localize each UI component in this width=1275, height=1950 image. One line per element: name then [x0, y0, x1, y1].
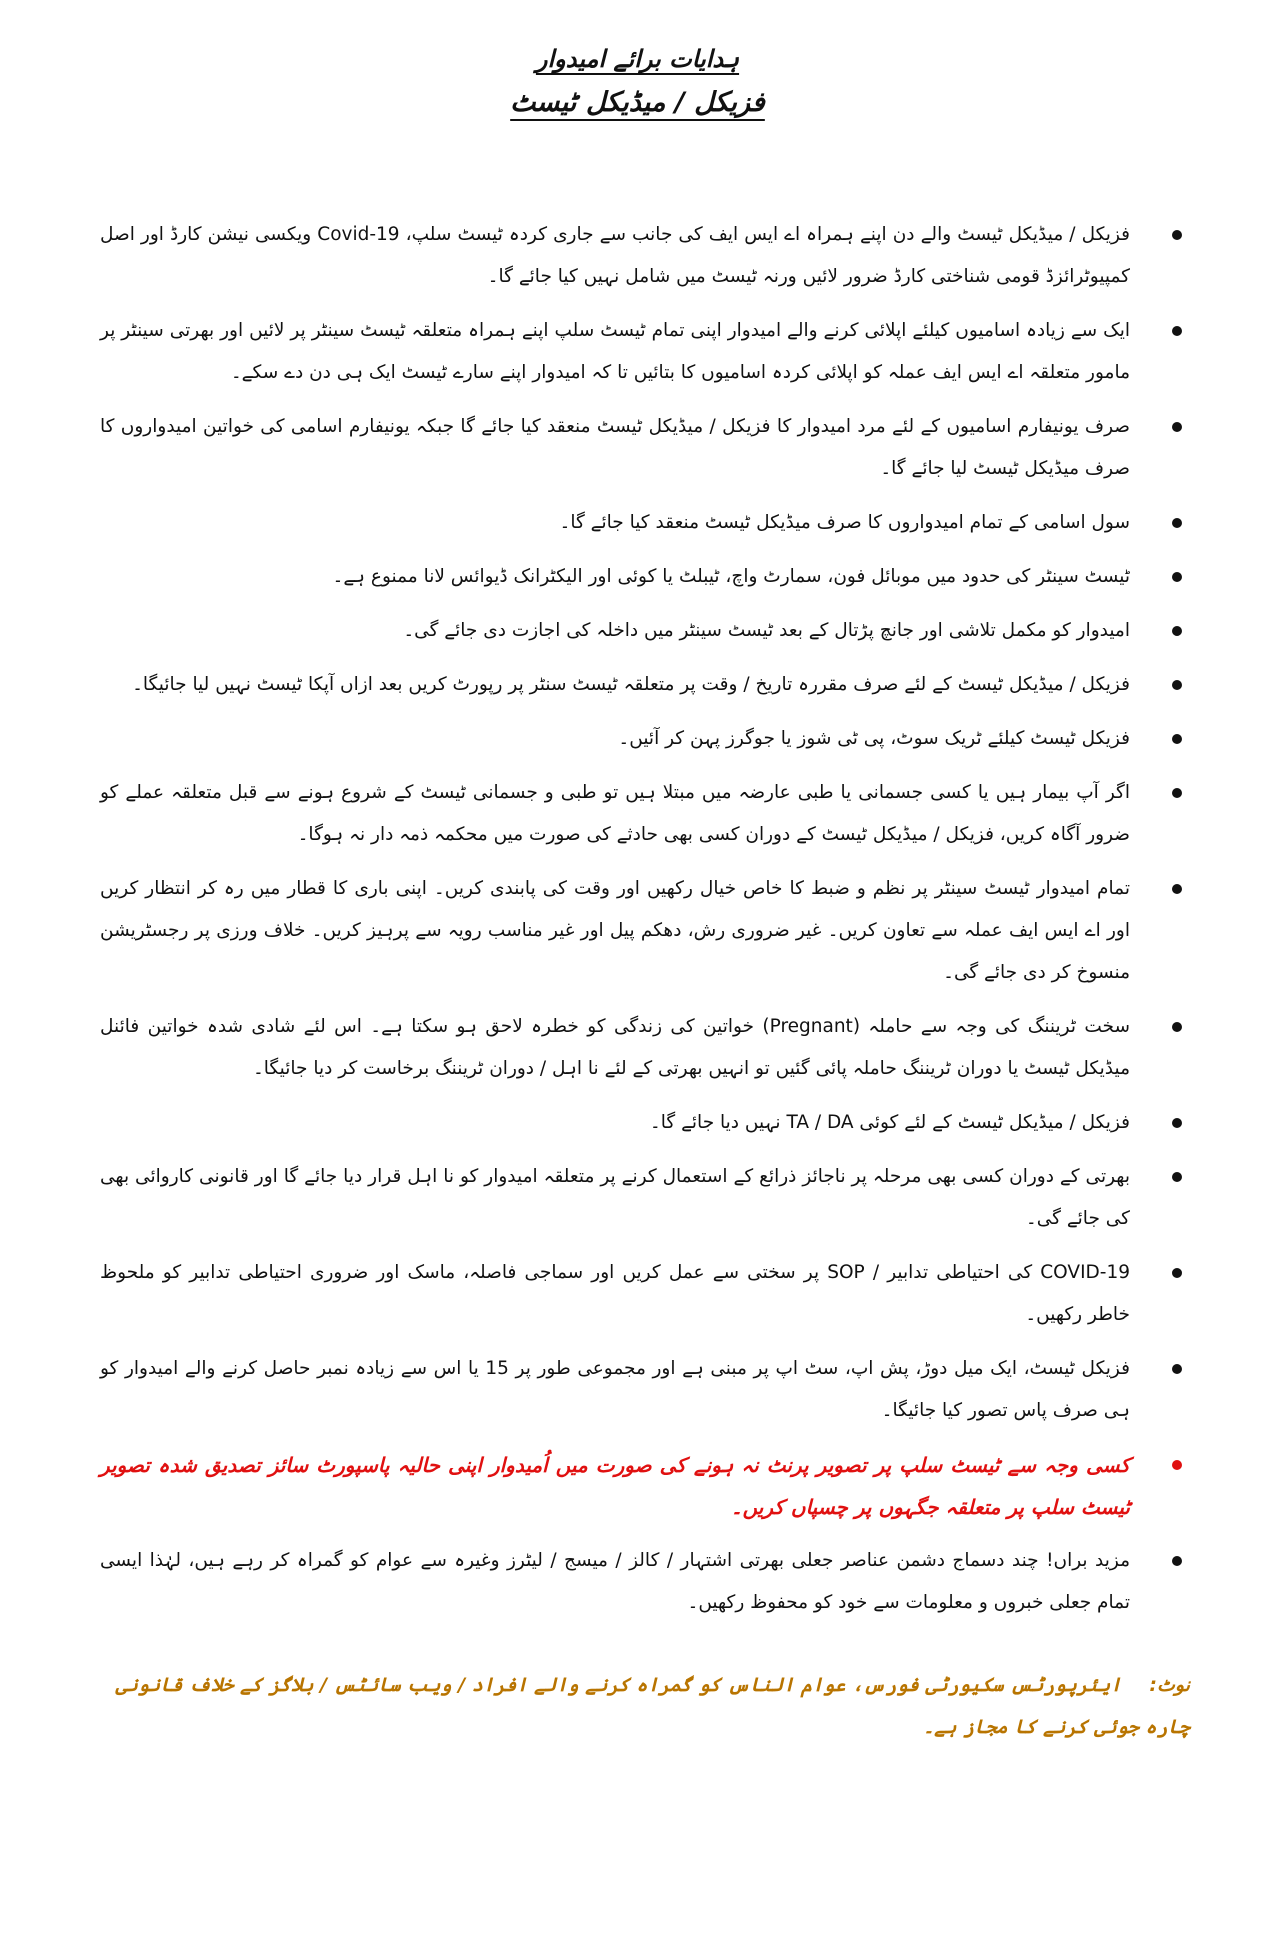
- list-item-text: ایک سے زیادہ اسامیوں کیلئے اپلائی کرنے والے امیدوار اپنی تمام ٹیسٹ سلپ اپنے ہمراہ متعلقہ ٹیسٹ سینٹر پر لائیں اور بھرتی سینٹر پر مامور متعلقہ اے ایس ایف عملہ کو اپلائی کردہ اسامیوں کا بتائیں تا کہ امیدوار اپنے سارے ٹیسٹ ایک ہی دن دے سکے۔: [100, 320, 1130, 383]
- bullet-icon: [1172, 680, 1182, 690]
- bullet-icon: [1172, 788, 1182, 798]
- bullet-icon: [1172, 734, 1182, 744]
- list-item: [100, 1156, 1190, 1240]
- bullet-icon: [1172, 884, 1182, 894]
- highlight-item-text: کسی وجہ سے ٹیسٹ سلپ پر تصویر پرنٹ نہ ہونے کی صورت میں اُمیدوار اپنی حالیہ پاسپورٹ سائز تصدیق شدہ تصویر ٹیسٹ سلپ پر متعلقہ جگہوں پر چسپاں کریں۔: [100, 1453, 1130, 1519]
- bullet-icon: [1172, 1460, 1182, 1470]
- list-item-text: اگر آپ بیمار ہیں یا کسی جسمانی یا طبی عارضہ میں مبتلا ہیں تو طبی و جسمانی ٹیسٹ کے شروع ہونے سے قبل متعلقہ عملے کو ضرور آگاہ کریں، فزیکل / میڈیکل ٹیسٹ کے دوران کسی بھی حادثے کی صورت میں محکمہ ذمہ دار نہ ہوگا۔: [100, 782, 1130, 845]
- list-item-text: صرف یونیفارم اسامیوں کے لئے مرد امیدوار کا فزیکل / میڈیکل ٹیسٹ منعقد کیا جائے گا جبکہ یونیفارم اسامی کی خواتین امیدواروں کا صرف میڈیکل ٹیسٹ لیا جائے گا۔: [100, 416, 1130, 479]
- bullet-icon: [1172, 518, 1182, 528]
- bullet-icon: [1172, 326, 1182, 336]
- list-item-text: بھرتی کے دوران کسی بھی مرحلہ پر ناجائز ذرائع کے استعمال کرنے پر متعلقہ امیدوار کو نا اہل قرار دیا جائے گا اور قانونی کاروائی بھی کی جائے گی۔: [100, 1166, 1130, 1229]
- bullet-icon: [1172, 1364, 1182, 1374]
- instructions-list: [100, 214, 1190, 1636]
- list-item: [100, 214, 1190, 298]
- list-item: [100, 1252, 1190, 1336]
- bullet-icon: [1172, 1118, 1182, 1128]
- list-item: [100, 502, 1190, 544]
- list-item: [100, 868, 1190, 994]
- list-item-text: فزیکل / میڈیکل ٹیسٹ کے لئے کوئی TA / DA نہیں دیا جائے گا۔: [649, 1112, 1130, 1133]
- list-item-text: سول اسامی کے تمام امیدواروں کا صرف میڈیکل ٹیسٹ منعقد کیا جائے گا۔: [559, 512, 1130, 533]
- bullet-icon: [1172, 626, 1182, 636]
- bullet-icon: [1172, 1172, 1182, 1182]
- list-item-text: امیدوار کو مکمل تلاشی اور جانچ پڑتال کے بعد ٹیسٹ سینٹر میں داخلہ کی اجازت دی جائے گی۔: [403, 620, 1130, 641]
- page-subtitle-text: فزیکل / میڈیکل ٹیسٹ: [510, 87, 765, 118]
- list-item: [100, 406, 1190, 490]
- page-title: ہدایات برائے امیدوار: [535, 45, 740, 73]
- list-item: [100, 664, 1190, 706]
- bullet-icon: [1172, 422, 1182, 432]
- header: [0, 42, 1275, 122]
- list-item: [100, 1348, 1190, 1432]
- note: [100, 1664, 1190, 1748]
- list-item: [100, 1540, 1190, 1624]
- list-item-text: فزیکل / میڈیکل ٹیسٹ والے دن اپنے ہمراہ اے ایس ایف کی جانب سے جاری کردہ ٹیسٹ سلپ، Covid-19 ویکسی نیشن کارڈ اور اصل کمپیوٹرائزڈ قومی شناختی کارڈ ضرور لائیں ورنہ ٹیسٹ میں شامل نہیں کیا جائے گا۔: [100, 224, 1130, 287]
- list-item: [100, 772, 1190, 856]
- highlight-item: [100, 1444, 1190, 1528]
- note-text: ایئرپورٹس سکیورٹی فورس، عوام الناس کو گمراہ کرنے والے افراد / ویب سائٹس / بلاگز کے خلاف قانونی چارہ جوئی کرنے کا مجاز ہے۔: [115, 1674, 1190, 1738]
- list-item-text: ٹیسٹ سینٹر کی حدود میں موبائل فون، سمارٹ واچ، ٹیبلٹ یا کوئی اور الیکٹرانک ڈیوائس لانا ممنوع ہے۔: [332, 566, 1130, 587]
- note-label: نوٹ:: [1149, 1674, 1190, 1696]
- list-item-text: فزیکل / میڈیکل ٹیسٹ کے لئے صرف مقررہ تاریخ / وقت پر متعلقہ ٹیسٹ سنٹر پر رپورٹ کریں بعد ازاں آپکا ٹیسٹ نہیں لیا جائیگا۔: [132, 674, 1130, 695]
- list-item-text: فزیکل ٹیسٹ کیلئے ٹریک سوٹ، پی ٹی شوز یا جوگرز پہن کر آئیں۔: [618, 728, 1130, 749]
- bullet-icon: [1172, 1268, 1182, 1278]
- list-item-text: سخت ٹریننگ کی وجہ سے حاملہ (Pregnant) خواتین کی زندگی کو خطرہ لاحق ہو سکتا ہے۔ اس لئے شادی شدہ خواتین فائنل میڈیکل ٹیسٹ یا دوران ٹریننگ حاملہ پائی گئیں تو انہیں بھرتی کے لئے نا اہل / دوران ٹریننگ برخاست کر دیا جائیگا۔: [100, 1016, 1131, 1079]
- page-subtitle: [0, 84, 1275, 122]
- list-item: [100, 1006, 1190, 1090]
- list-item: [100, 310, 1190, 394]
- bullet-icon: [1172, 230, 1182, 240]
- list-item: [100, 1102, 1190, 1144]
- list-item: [100, 610, 1190, 652]
- list-item-text: تمام امیدوار ٹیسٹ سینٹر پر نظم و ضبط کا خاص خیال رکھیں اور وقت کی پابندی کریں۔ اپنی باری کا قطار میں رہ کر انتظار کریں اور اے ایس ایف عملہ سے تعاون کریں۔ غیر ضروری رش، دھکم پیل اور غیر مناسب رویہ سے پرہیز کریں۔ خلاف ورزی پر رجسٹریشن منسوخ کر دی جائے گی۔: [100, 878, 1130, 983]
- list-item-text: فزیکل ٹیسٹ، ایک میل دوڑ، پش اپ، سٹ اپ پر مبنی ہے اور مجموعی طور پر 15 یا اس سے زیادہ نمبر حاصل کرنے والے امیدوار کو ہی صرف پاس تصور کیا جائیگا۔: [100, 1358, 1130, 1421]
- bullet-icon: [1172, 1556, 1182, 1566]
- list-item-text: مزید براں! چند دسماج دشمن عناصر جعلی بھرتی اشتہار / کالز / میسج / لیٹرز وغیرہ سے عوام کو گمراہ کر رہے ہیں، لہٰذا ایسی تمام جعلی خبروں و معلومات سے خود کو محفوظ رکھیں۔: [100, 1550, 1130, 1613]
- bullet-icon: [1172, 1022, 1182, 1032]
- list-item: [100, 718, 1190, 760]
- list-item: [100, 556, 1190, 598]
- list-item-text: COVID-19 کی احتیاطی تدابیر / SOP پر سختی سے عمل کریں اور سماجی فاصلہ، ماسک اور ضروری احتیاطی تدابیر کو ملحوظ خاطر رکھیں۔: [100, 1262, 1130, 1325]
- bullet-icon: [1172, 572, 1182, 582]
